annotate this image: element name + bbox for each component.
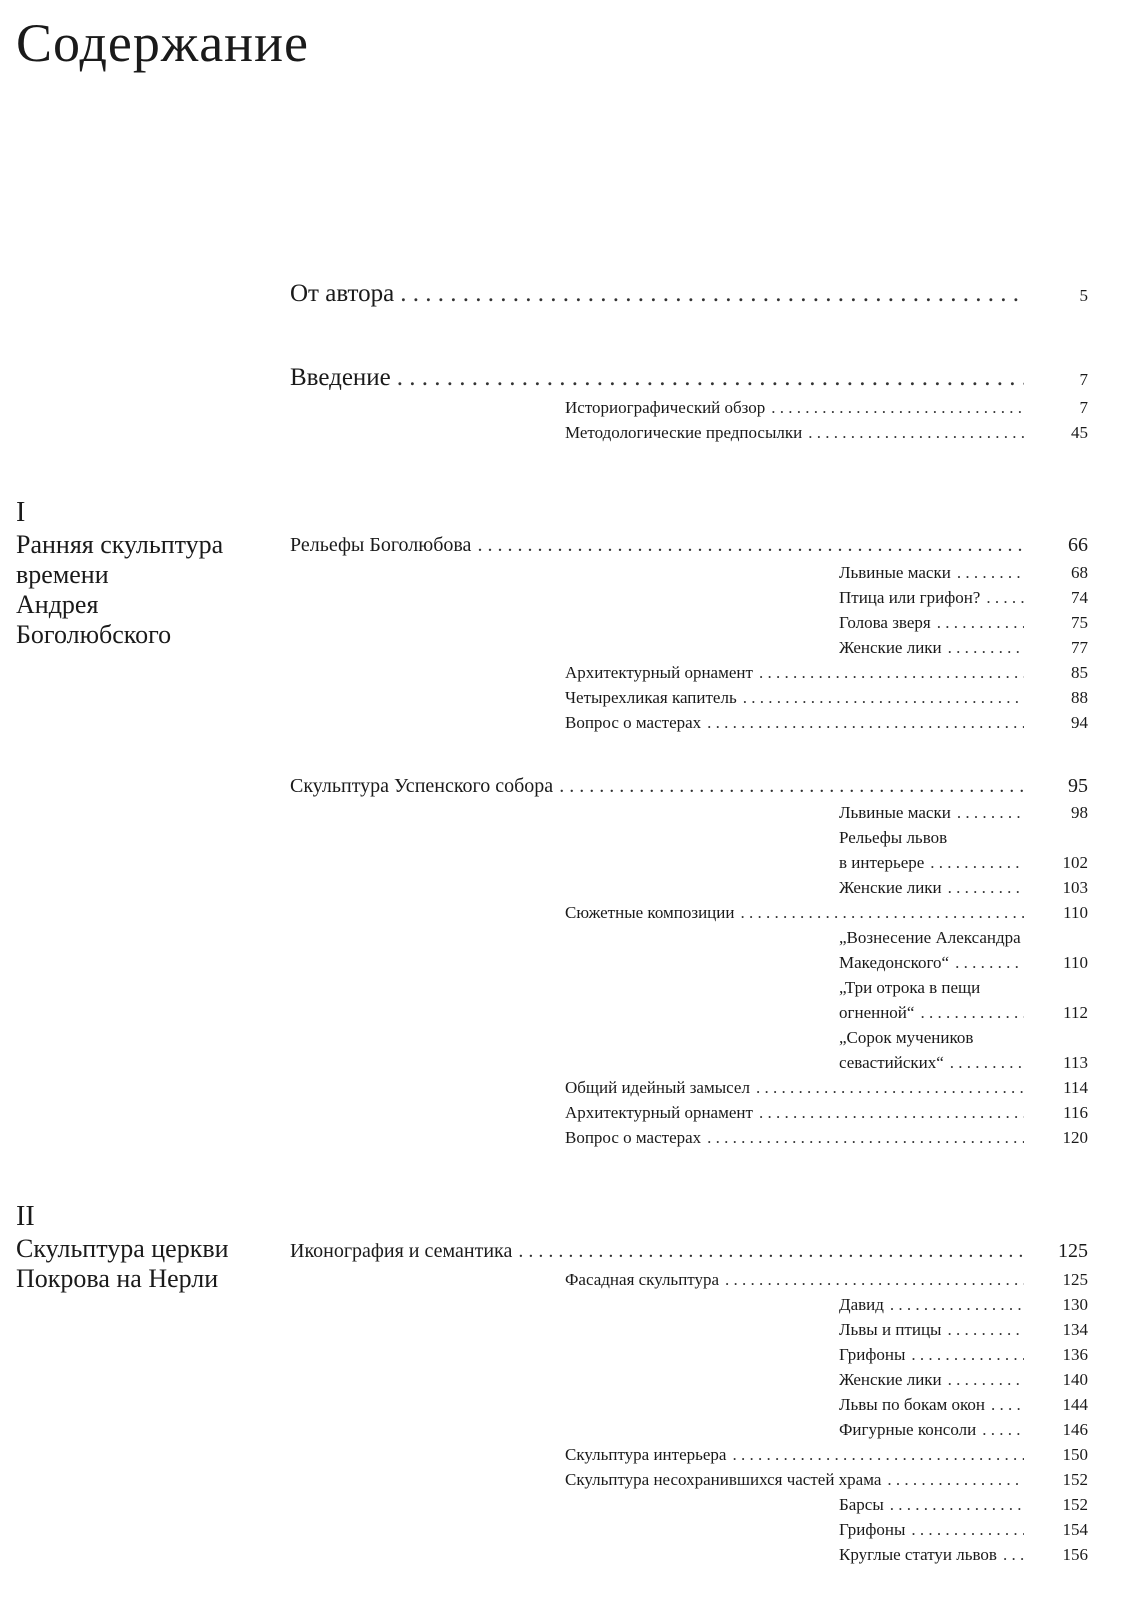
- toc-entry-page: 140: [1062, 1370, 1088, 1389]
- toc-entry[interactable]: [290, 280, 1088, 308]
- toc-entry[interactable]: [839, 953, 1088, 973]
- leader-dots: [890, 1495, 1024, 1515]
- toc-entry[interactable]: [839, 1053, 1088, 1073]
- part-title-line: времени: [16, 560, 109, 589]
- toc-entry[interactable]: [839, 1370, 1088, 1390]
- toc-entry[interactable]: [565, 1103, 1088, 1123]
- leader-dots: [957, 563, 1024, 583]
- toc-entry-page: 120: [1062, 1128, 1088, 1147]
- toc-entry-title: Круглые статуи львов: [839, 1545, 997, 1564]
- toc-entry-title: Архитектурный орнамент: [565, 663, 753, 682]
- toc-entry-title: Рельефы Боголюбова: [290, 534, 472, 556]
- toc-entry-page: 68: [1071, 563, 1088, 582]
- toc-entry[interactable]: [290, 775, 1088, 798]
- toc-entry-title: Методологические предпосылки: [565, 423, 803, 442]
- toc-entry[interactable]: [565, 903, 1088, 923]
- toc-entry-page: 110: [1063, 953, 1088, 972]
- toc-entry-page: 7: [1079, 370, 1088, 389]
- toc-entry[interactable]: [565, 1270, 1088, 1290]
- part-heading: [16, 1202, 229, 1294]
- toc-entry-page: 77: [1071, 638, 1088, 657]
- toc-entry[interactable]: [565, 423, 1088, 443]
- toc-entry[interactable]: [839, 613, 1088, 633]
- leader-dots: [930, 853, 1024, 873]
- toc-entry-page: 94: [1071, 713, 1088, 732]
- leader-dots: [725, 1270, 1024, 1290]
- toc-entry-page: 156: [1062, 1545, 1088, 1564]
- toc-entry-title: Птица или грифон?: [839, 588, 981, 607]
- leader-dots: [756, 1078, 1024, 1098]
- toc-entry[interactable]: [839, 1495, 1088, 1515]
- toc-entry[interactable]: [565, 688, 1088, 708]
- toc-entry-title: Львы по бокам окон: [839, 1395, 986, 1414]
- toc-entry-title: Вопрос о мастерах: [565, 713, 702, 732]
- leader-dots: [808, 423, 1024, 443]
- toc-entry-title: Вопрос о мастерах: [565, 1128, 702, 1147]
- toc-entry-page: 95: [1068, 775, 1088, 797]
- toc-entry-title: Четырехликая капитель: [565, 688, 737, 707]
- leader-dots: [890, 1295, 1024, 1315]
- toc-entry-title: Введение: [290, 364, 391, 391]
- part-title-line: Ранняя скульптура: [16, 530, 224, 559]
- leader-dots: [400, 280, 1024, 308]
- leader-dots: [948, 1370, 1024, 1390]
- leader-dots: [707, 713, 1024, 733]
- toc-entry-title: Македонского“: [839, 953, 950, 972]
- toc-entry[interactable]: [290, 364, 1088, 392]
- toc-entry-page: 152: [1062, 1495, 1088, 1514]
- toc-entry-title-line: „Три отрока в пещи: [839, 978, 981, 997]
- toc-entry[interactable]: [839, 853, 1088, 873]
- toc-entry[interactable]: [565, 1128, 1088, 1148]
- leader-dots: [477, 534, 1024, 557]
- toc-entry-title: Женские лики: [839, 1370, 942, 1389]
- toc-entry-page: 113: [1063, 1053, 1088, 1072]
- toc-entry-page: 116: [1063, 1103, 1088, 1122]
- leader-dots: [982, 1420, 1024, 1440]
- leader-dots: [518, 1240, 1024, 1263]
- leader-dots: [991, 1395, 1024, 1415]
- toc-entry[interactable]: [839, 1295, 1088, 1315]
- toc-entry-page: 112: [1063, 1003, 1088, 1022]
- toc-entry-title: в интерьере: [839, 853, 925, 872]
- toc-entry-page: 5: [1079, 286, 1088, 305]
- toc-entry-page: 114: [1063, 1078, 1088, 1097]
- leader-dots: [948, 878, 1024, 898]
- leader-dots: [887, 1470, 1024, 1490]
- toc-entry[interactable]: [290, 534, 1088, 557]
- toc-entry[interactable]: [565, 1445, 1088, 1465]
- toc-entry-page: 136: [1062, 1345, 1088, 1364]
- toc-entry[interactable]: [839, 588, 1088, 608]
- leader-dots: [1003, 1545, 1024, 1565]
- leader-dots: [740, 903, 1024, 923]
- toc-entry-title: Голова зверя: [839, 613, 931, 632]
- toc-entry[interactable]: [839, 563, 1088, 583]
- leader-dots: [957, 803, 1024, 823]
- leader-dots: [911, 1520, 1024, 1540]
- toc-entry-page: 66: [1068, 534, 1088, 556]
- part-heading: [16, 498, 223, 650]
- toc-entry-page: 75: [1071, 613, 1088, 632]
- toc-entry-page: 150: [1062, 1445, 1088, 1464]
- leader-dots: [955, 953, 1024, 973]
- toc-entry[interactable]: [565, 663, 1088, 683]
- toc-entry[interactable]: [839, 1003, 1088, 1023]
- leader-dots: [986, 588, 1024, 608]
- toc-entry-title: Грифоны: [839, 1520, 906, 1539]
- toc-entry-title: Фигурные консоли: [839, 1420, 977, 1439]
- toc-entry-page: 45: [1071, 423, 1088, 442]
- leader-dots: [759, 663, 1024, 683]
- toc-entry-page: 144: [1062, 1395, 1088, 1414]
- toc-entry-title: Архитектурный орнамент: [565, 1103, 753, 1122]
- toc-entry-page: 7: [1079, 398, 1088, 417]
- toc-entry-title: Общий идейный замысел: [565, 1078, 750, 1097]
- toc-entry-title: Львиные маски: [839, 803, 951, 822]
- toc-entry[interactable]: [290, 1240, 1088, 1263]
- leader-dots: [559, 775, 1024, 798]
- toc-entry-title: Фасадная скульптура: [565, 1270, 720, 1289]
- toc-entry[interactable]: [839, 1320, 1088, 1340]
- toc-entry[interactable]: [839, 1395, 1088, 1415]
- toc-entry[interactable]: [565, 713, 1088, 733]
- part-title-line: Скульптура церкви: [16, 1234, 229, 1263]
- leader-dots: [707, 1128, 1024, 1148]
- toc-entry-title-line: „Вознесение Александра: [839, 928, 1021, 947]
- toc-entry-title: огненной“: [839, 1003, 915, 1022]
- toc-entry-page: 102: [1062, 853, 1088, 872]
- toc-entry-title: Сюжетные композиции: [565, 903, 735, 922]
- leader-dots: [911, 1345, 1024, 1365]
- toc-entry[interactable]: [839, 878, 1088, 898]
- leader-dots: [948, 638, 1024, 658]
- part-title-line: Андрея: [16, 590, 99, 619]
- toc-entry[interactable]: [839, 1345, 1088, 1365]
- toc-entry-title: Грифоны: [839, 1345, 906, 1364]
- part-number: I: [16, 497, 26, 528]
- toc-entry-title: Скульптура интерьера: [565, 1445, 727, 1464]
- toc-entry-page: 103: [1062, 878, 1088, 897]
- leader-dots: [743, 688, 1024, 708]
- toc-entry-title: Барсы: [839, 1495, 884, 1514]
- toc-entry-title: Скульптура несохранившихся частей храма: [565, 1470, 882, 1489]
- toc-entry-title: Скульптура Успенского собора: [290, 775, 554, 797]
- toc-entry-title: Женские лики: [839, 878, 942, 897]
- leader-dots: [947, 1320, 1024, 1340]
- toc-entry[interactable]: [565, 398, 1088, 418]
- toc-entry[interactable]: [839, 1420, 1088, 1440]
- toc-entry-page: 98: [1071, 803, 1088, 822]
- leader-dots: [759, 1103, 1024, 1123]
- toc-entry[interactable]: [565, 1470, 1088, 1490]
- leader-dots: [950, 1053, 1024, 1073]
- toc-entry-title: Львы и птицы: [839, 1320, 942, 1339]
- toc-entry-page: 130: [1062, 1295, 1088, 1314]
- toc-entry-title: Женские лики: [839, 638, 942, 657]
- part-number: II: [16, 1201, 35, 1232]
- part-title-line: Покрова на Нерли: [16, 1264, 219, 1293]
- leader-dots: [397, 364, 1024, 392]
- leader-dots: [920, 1003, 1024, 1023]
- toc-entry[interactable]: [839, 1545, 1088, 1565]
- toc-entry-title: Историографический обзор: [565, 398, 766, 417]
- toc-entry[interactable]: [839, 1520, 1088, 1540]
- toc-entry-title: Львиные маски: [839, 563, 951, 582]
- toc-entry-page: 125: [1062, 1270, 1088, 1289]
- toc-entry-title: Иконография и семантика: [290, 1240, 513, 1262]
- toc-entry-title: Давид: [839, 1295, 884, 1314]
- toc-entry-page: 125: [1058, 1240, 1088, 1262]
- toc-entry-page: 88: [1071, 688, 1088, 707]
- toc-entry-page: 110: [1063, 903, 1088, 922]
- toc-entry-title: От автора: [290, 280, 395, 307]
- toc-entry-title-line: „Сорок мучеников: [839, 1028, 974, 1047]
- toc-entry-page: 85: [1071, 663, 1088, 682]
- toc-entry[interactable]: [565, 1078, 1088, 1098]
- toc-entry-page: 146: [1062, 1420, 1088, 1439]
- toc-entry-page: 134: [1062, 1320, 1088, 1339]
- leader-dots: [937, 613, 1024, 633]
- leader-dots: [771, 398, 1024, 418]
- toc-entry[interactable]: [839, 638, 1088, 658]
- leader-dots: [732, 1445, 1024, 1465]
- toc-entry-page: 154: [1062, 1520, 1088, 1539]
- page-title: Содержание: [16, 13, 309, 73]
- toc-entry-page: 152: [1062, 1470, 1088, 1489]
- toc-entry-title: севастийских“: [839, 1053, 944, 1072]
- part-title-line: Боголюбского: [16, 620, 172, 649]
- toc-entry-page: 74: [1071, 588, 1088, 607]
- toc-entry-title-line: Рельефы львов: [839, 828, 948, 847]
- toc-entry[interactable]: [839, 803, 1088, 823]
